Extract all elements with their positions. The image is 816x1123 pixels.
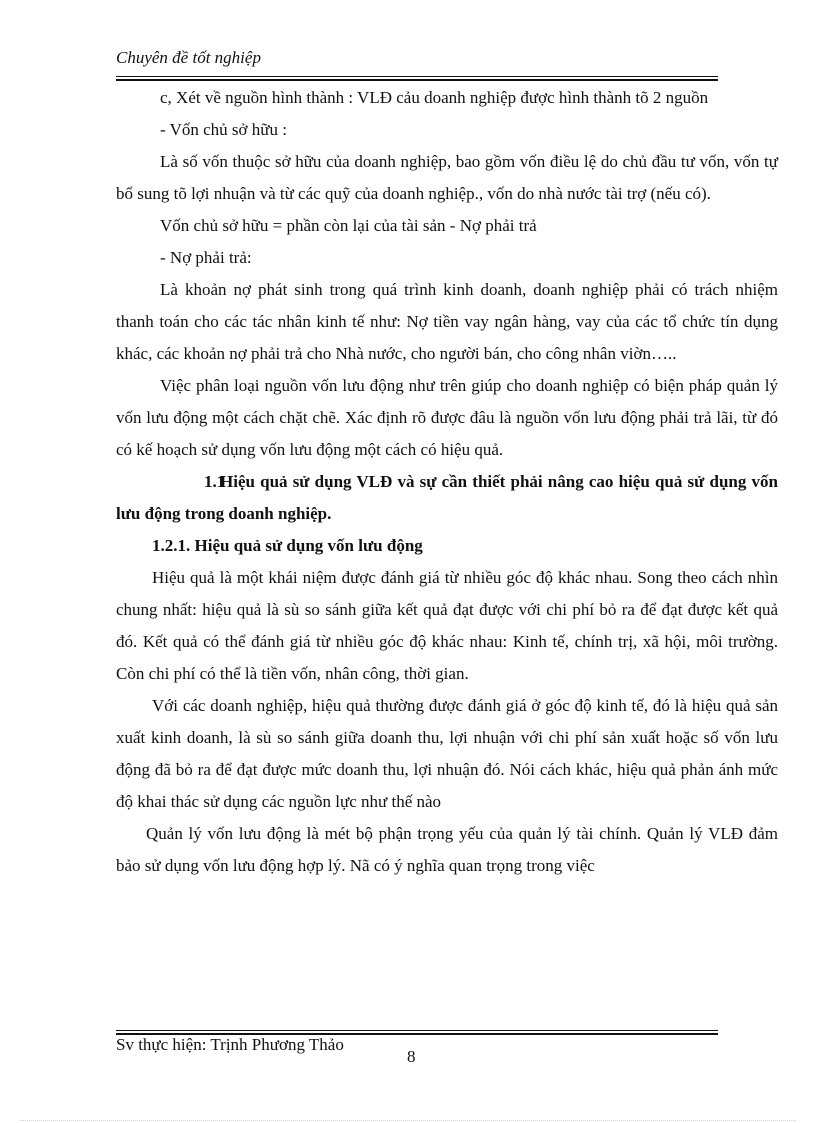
subsection-heading: 1.2.1. Hiệu quả sử dụng vốn lưu động [152,536,423,555]
section-title: Hiệu quả sử dụng VLĐ và sự cần thiết phải nâng cao hiệu quả sử dụng vốn lưu động trong doanh nghiệp. [116,472,778,523]
page-bottom-divider [20,1120,796,1121]
paragraph-efficiency-concept: Hiệu quả là một khái niệm được đánh giá từ nhiều góc độ khác nhau. Song theo cách nhìn chung nhất: hiệu quả là sù so sánh giữa kết quả đạt được với chi phí bỏ ra để đạt được kết quả đó. Kết quả có thể đánh giá từ nhiều góc độ khác nhau: Kinh tế, chính trị, xã hội, môi trường. Còn chi phí có thể là tiền vốn, nhân công, thời gian. [116,568,778,683]
paragraph-owner-equity: Là số vốn thuộc sở hữu của doanh nghiệp, bao gồm vốn điều lệ do chủ đầu tư vốn, vốn tự bổ sung tõ lợi nhuận và từ các quỹ của doanh nghiệp., vốn do nhà nước tài trợ (nếu có). [116,152,778,203]
header-rule [116,76,718,81]
section-heading [116,466,778,530]
paragraph-liabilities: Là khoản nợ phát sinh trong quá trình kinh doanh, doanh nghiệp phải có trách nhiệm thanh toán cho các tác nhân kinh tế như: Nợ tiền vay ngân hàng, vay của các tổ chức tín dụng khác, các khoản nợ phải trả cho Nhà nước, cho người bán, cho công nhân viờn….. [116,280,778,363]
bullet-owner-equity: - Vốn chủ sở hữu : [160,120,287,139]
page-header-title: Chuyên đề tốt nghiệp [116,48,261,67]
paragraph-enterprise-efficiency: Với các doanh nghiệp, hiệu quả thường được đánh giá ở góc độ kinh tế, đó là hiệu quả sản xuất kinh doanh, là sù so sánh giữa doanh thu, lợi nhuận với chi phí sản xuất hoặc số vốn lưu động đã bỏ ra để đạt được mức doanh thu, lợi nhuận đó. Nói cách khác, hiệu quả phản ánh mức độ khai thác sử dụng các nguồn lực như thế nào [116,696,778,811]
footer-author: Sv thực hiện: Trịnh Phương Thảo [116,1035,344,1054]
bullet-liabilities: - Nợ phải trả: [160,248,252,267]
page-content [116,82,778,882]
paragraph-source-classification: c, Xét về nguồn hình thành : VLĐ cảu doanh nghiệp được hình thành tõ 2 nguồn [160,88,709,107]
paragraph-classification-benefit: Việc phân loại nguồn vốn lưu động như trên giúp cho doanh nghiệp có biện pháp quản lý vốn lưu động một cách chặt chẽ. Xác định rõ được đâu là nguồn vốn lưu động phải trả lãi, từ đó có kế hoạch sử dụng vốn lưu động một cách có hiệu quả. [116,376,778,459]
paragraph-working-capital-management: Quản lý vốn lưu động là mét bộ phận trọng yếu của quản lý tài chính. Quản lý VLĐ đảm bảo sử dụng vốn lưu động hợp lý. Nã có ý nghĩa quan trọng trong việc [116,824,778,875]
equity-formula: Vốn chủ sở hữu = phần còn lại của tài sản - Nợ phải trả [160,216,537,235]
page-number: 8 [407,1047,416,1066]
section-number: 1.1 [204,472,226,491]
